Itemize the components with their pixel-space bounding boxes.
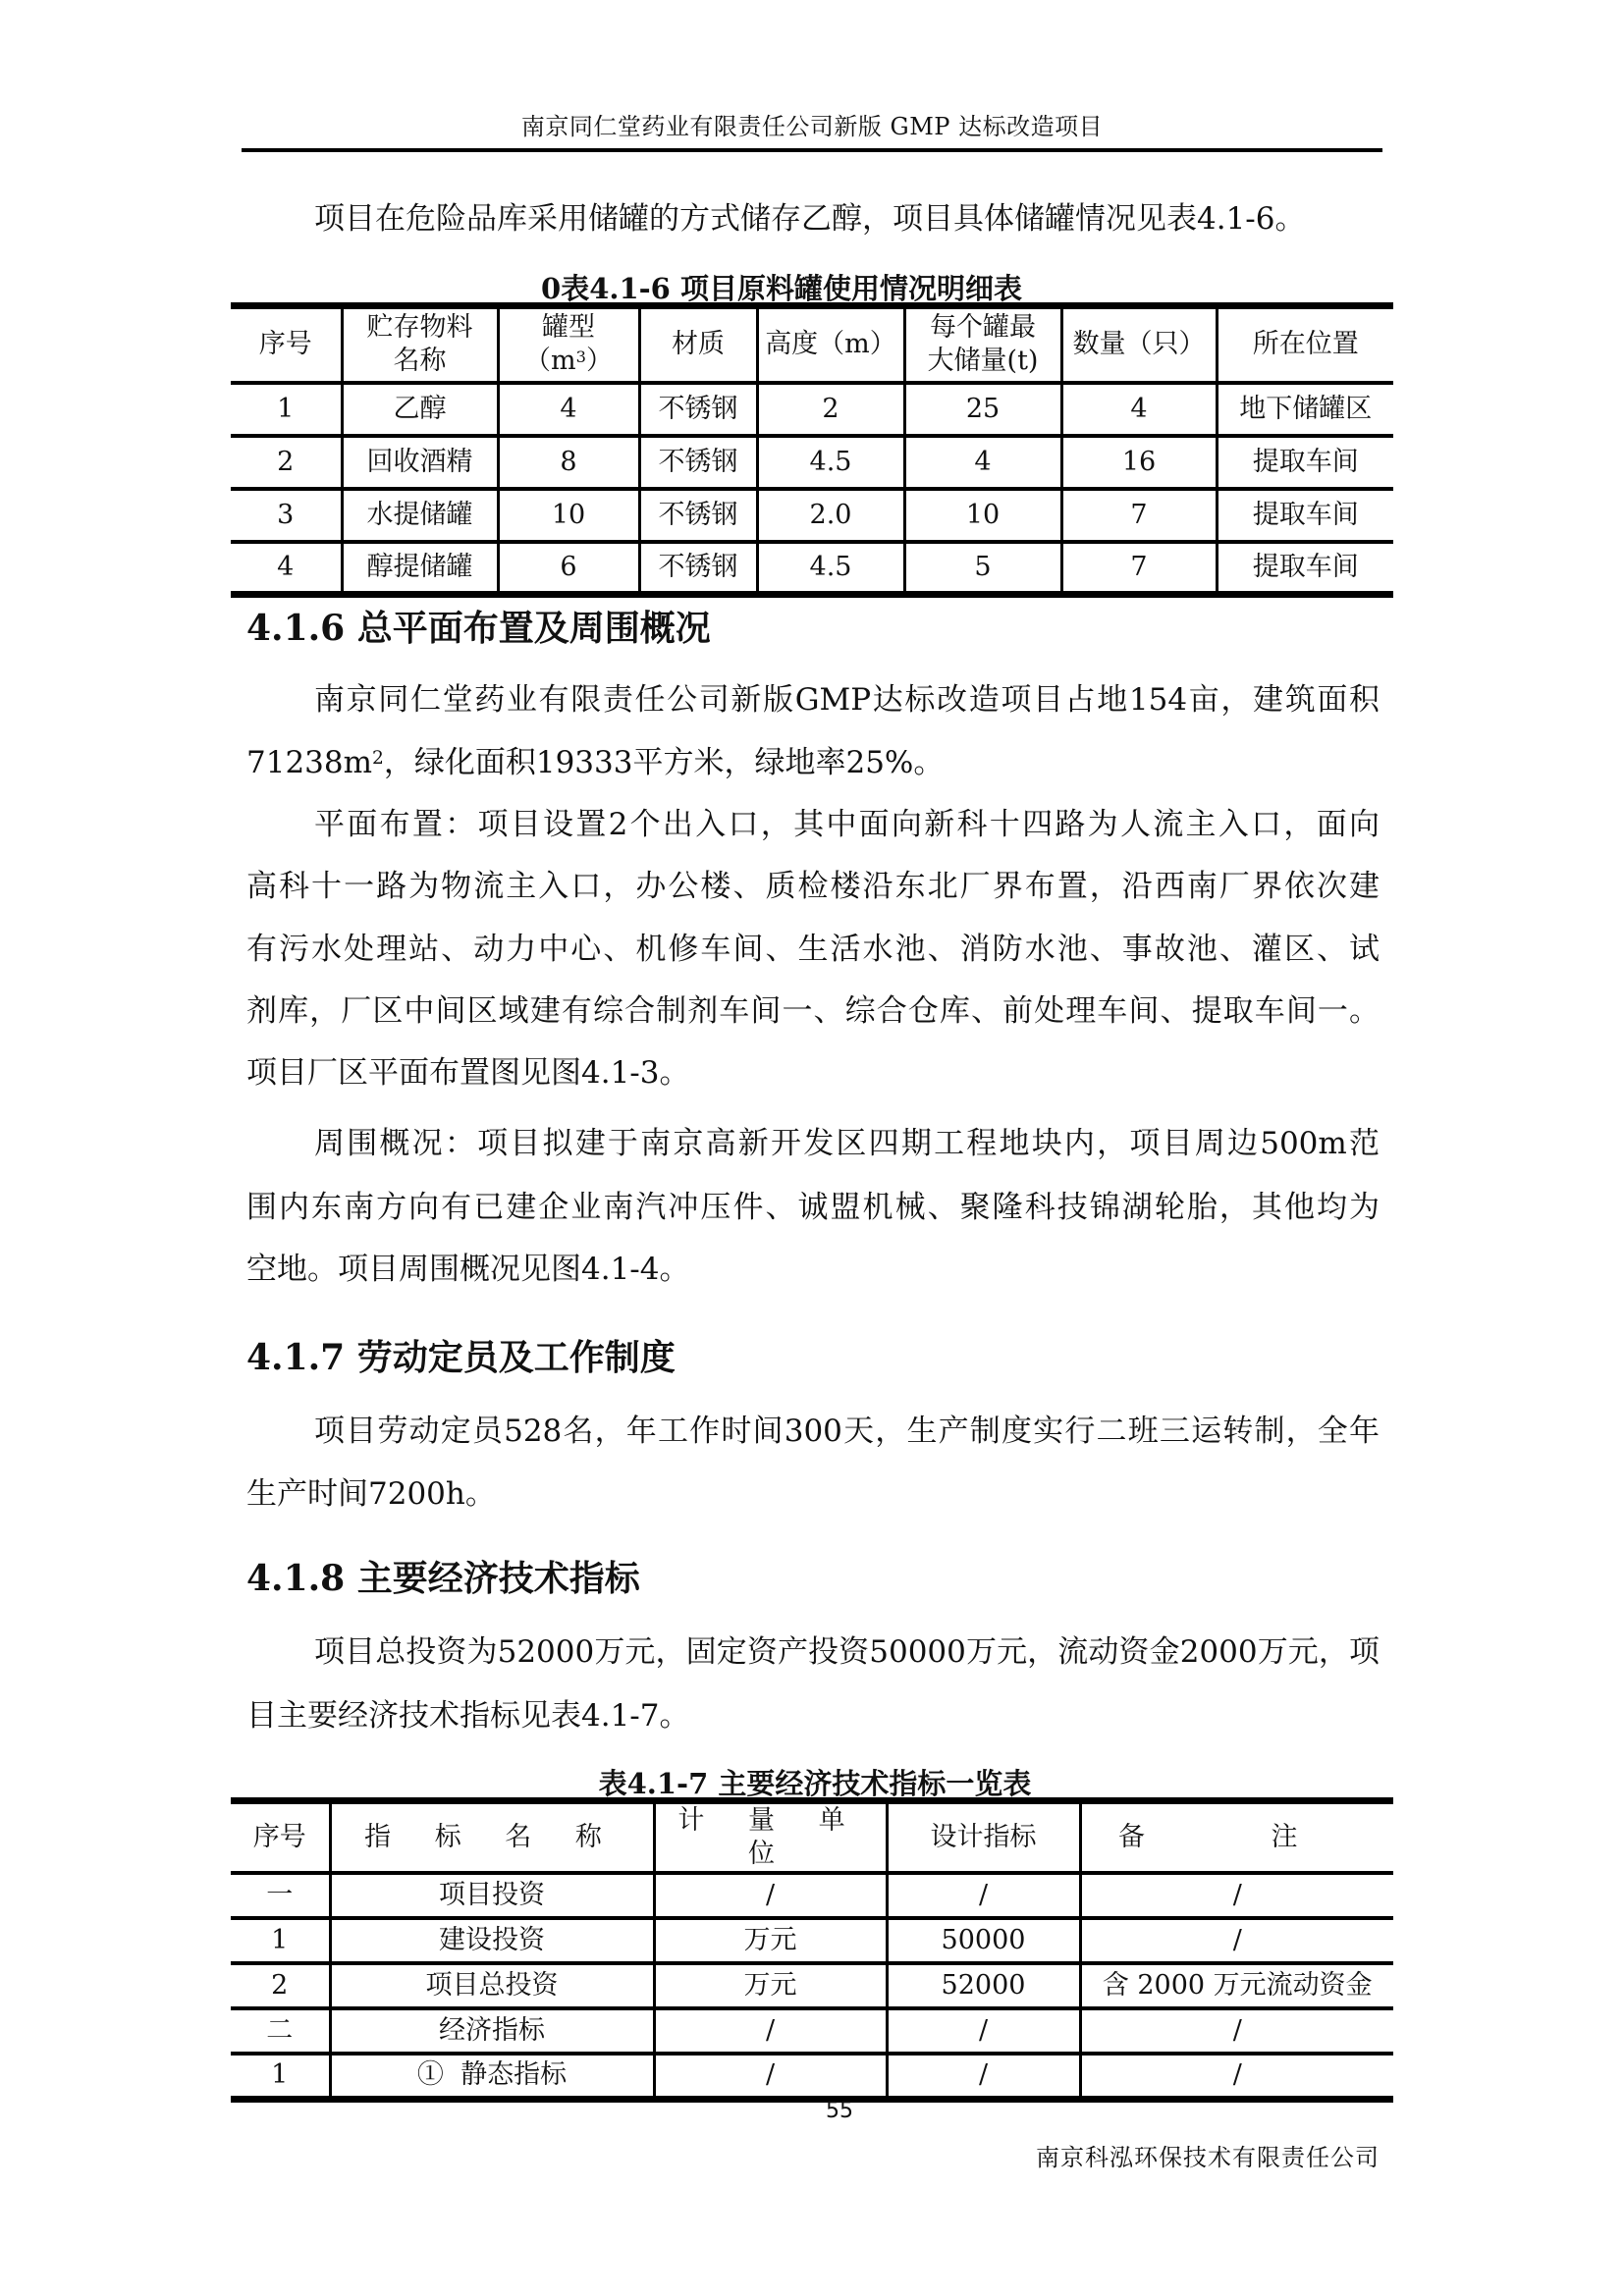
cell-remark: /	[1080, 1873, 1393, 1918]
cell-type: 4	[498, 383, 639, 436]
paragraph-line: 平面布置：项目设置2个出入口，其中面向新科十四路为人流主入口，面向	[314, 807, 1380, 842]
cell-no: 1	[231, 383, 342, 436]
cell-design: /	[887, 1873, 1080, 1918]
table-row	[231, 436, 1393, 489]
cell-name: 水提储罐	[342, 489, 498, 542]
cell-no: 一	[231, 1873, 330, 1918]
intro-paragraph: 项目在危险品库采用储罐的方式储存乙醇，项目具体储罐情况见表4.1-6。	[314, 201, 1306, 237]
table1-header-row	[231, 306, 1393, 383]
paragraph-line: 剂库，厂区中间区域建有综合制剂车间一、综合仓库、前处理车间、提取车间一。	[246, 993, 1380, 1029]
col-header-material-name-line2: 名称	[393, 346, 447, 377]
cell-max: 4	[904, 436, 1061, 489]
col-header-no: 序号	[231, 306, 342, 383]
cell-location: 提取车间	[1217, 489, 1393, 542]
cell-no: 2	[231, 436, 342, 489]
col-header-tank-type-line1: 罐型	[542, 312, 595, 344]
tank-usage-table	[231, 302, 1393, 598]
header-rule	[242, 148, 1382, 152]
paragraph-line: 目主要经济技术指标见表4.1-7。	[246, 1698, 690, 1734]
cell-design: /	[887, 2054, 1080, 2099]
cell-max: 10	[904, 489, 1061, 542]
paragraph-line: 高科十一路为物流主入口，办公楼、质检楼沿东北厂界布置，沿西南厂界依次建	[246, 869, 1380, 904]
cell-name: 乙醇	[342, 383, 498, 436]
footer-company: 南京科泓环保技术有限责任公司	[1036, 2144, 1380, 2171]
cell-material: 不锈钢	[639, 436, 757, 489]
table1-caption: 0表4.1-6 项目原料罐使用情况明细表	[541, 272, 1022, 305]
area-value: 71238m	[246, 745, 373, 780]
table-row	[231, 383, 1393, 436]
cell-type: 8	[498, 436, 639, 489]
cell-max: 25	[904, 383, 1061, 436]
col-header-no: 序号	[231, 1801, 330, 1874]
col-header-material-name-line1: 贮存物料	[366, 312, 473, 344]
table-row	[231, 2008, 1393, 2054]
cell-no: 3	[231, 489, 342, 542]
cell-indicator: ① 静态指标	[330, 2054, 654, 2099]
cell-location: 地下储罐区	[1217, 383, 1393, 436]
paragraph-line	[246, 743, 1380, 782]
cell-unit: /	[654, 2008, 887, 2054]
col-header-unit: 计 量 单 位	[654, 1801, 887, 1874]
cell-location: 提取车间	[1217, 542, 1393, 595]
cell-name: 回收酒精	[342, 436, 498, 489]
cell-unit: /	[654, 1873, 887, 1918]
cell-unit: 万元	[654, 1918, 887, 1963]
table-row	[231, 2054, 1393, 2099]
cell-type: 10	[498, 489, 639, 542]
col-header-tank-type	[498, 306, 639, 383]
col-header-count: 数量（只）	[1061, 306, 1217, 383]
cell-no: 4	[231, 542, 342, 595]
cell-height: 2	[757, 383, 904, 436]
paragraph-line: 有污水处理站、动力中心、机修车间、生活水池、消防水池、事故池、灌区、试	[246, 932, 1380, 967]
cell-material: 不锈钢	[639, 489, 757, 542]
table-row	[231, 489, 1393, 542]
table-row	[231, 542, 1393, 595]
paragraph-line: 生产时间7200h。	[246, 1476, 496, 1512]
cell-design: 50000	[887, 1918, 1080, 1963]
page-number: 55	[826, 2099, 853, 2123]
cell-height: 2.0	[757, 489, 904, 542]
paragraph-line: 空地。项目周围概况见图4.1-4。	[246, 1252, 690, 1287]
cell-indicator: 项目投资	[330, 1873, 654, 1918]
paragraph-line: 围内东南方向有已建企业南汽冲压件、诚盟机械、聚隆科技锦湖轮胎，其他均为	[246, 1190, 1380, 1225]
cell-name: 醇提储罐	[342, 542, 498, 595]
area-rest: ，绿化面积19333平方米，绿地率25%。	[383, 745, 945, 780]
economic-indicators-table	[231, 1797, 1393, 2103]
cell-height: 4.5	[757, 542, 904, 595]
col-header-remark: 备 注	[1080, 1801, 1393, 1874]
paragraph-line: 周围概况：项目拟建于南京高新开发区四期工程地块内，项目周边500m范	[314, 1126, 1380, 1161]
section-heading-4-1-8: 4.1.8 主要经济技术指标	[246, 1558, 640, 1599]
cell-indicator: 建设投资	[330, 1918, 654, 1963]
col-header-max-storage	[904, 306, 1061, 383]
cell-remark: /	[1080, 2054, 1393, 2099]
col-header-design-value: 设计指标	[887, 1801, 1080, 1874]
cell-indicator: 经济指标	[330, 2008, 654, 2054]
table2-caption: 表4.1-7 主要经济技术指标一览表	[598, 1767, 1032, 1800]
cell-count: 7	[1061, 489, 1217, 542]
paragraph-line: 项目总投资为52000万元，固定资产投资50000万元，流动资金2000万元，项	[314, 1634, 1380, 1670]
col-header-max-storage-line1: 每个罐最	[930, 312, 1036, 344]
col-header-tank-type-line2	[500, 345, 638, 378]
cell-count: 16	[1061, 436, 1217, 489]
cell-no: 1	[231, 2054, 330, 2099]
cell-remark: /	[1080, 2008, 1393, 2054]
cell-material: 不锈钢	[639, 383, 757, 436]
cell-no: 1	[231, 1918, 330, 1963]
section-heading-4-1-6: 4.1.6 总平面布置及周围概况	[246, 608, 711, 649]
cell-location: 提取车间	[1217, 436, 1393, 489]
col-header-material-name	[342, 306, 498, 383]
col-header-max-storage-line2: 大储量(t)	[927, 346, 1039, 377]
cell-type: 6	[498, 542, 639, 595]
cell-indicator: 项目总投资	[330, 1963, 654, 2008]
col-header-indicator-name: 指 标 名 称	[330, 1801, 654, 1874]
unit-close: ）	[585, 346, 613, 377]
unit-m: （m	[524, 346, 576, 377]
cell-unit: 万元	[654, 1963, 887, 2008]
table-row	[231, 1918, 1393, 1963]
cell-design: 52000	[887, 1963, 1080, 2008]
cell-remark: 含 2000 万元流动资金	[1080, 1963, 1393, 2008]
paragraph-line: 项目厂区平面布置图见图4.1-3。	[246, 1055, 690, 1091]
section-heading-4-1-7: 4.1.7 劳动定员及工作制度	[246, 1337, 676, 1378]
area-superscript: 2	[372, 748, 384, 769]
table2-header-row	[231, 1801, 1393, 1874]
paragraph-line: 南京同仁堂药业有限责任公司新版GMP达标改造项目占地154亩，建筑面积	[314, 682, 1380, 718]
unit-superscript: 3	[575, 347, 586, 367]
cell-material: 不锈钢	[639, 542, 757, 595]
cell-unit: /	[654, 2054, 887, 2099]
col-header-height: 高度（m）	[757, 306, 904, 383]
cell-height: 4.5	[757, 436, 904, 489]
page-header-title: 南京同仁堂药业有限责任公司新版 GMP 达标改造项目	[520, 113, 1104, 140]
cell-count: 7	[1061, 542, 1217, 595]
cell-remark: /	[1080, 1918, 1393, 1963]
paragraph-line: 项目劳动定员528名，年工作时间300天，生产制度实行二班三运转制，全年	[314, 1414, 1380, 1449]
cell-no: 2	[231, 1963, 330, 2008]
cell-design: /	[887, 2008, 1080, 2054]
cell-max: 5	[904, 542, 1061, 595]
table-row	[231, 1963, 1393, 2008]
col-header-location: 所在位置	[1217, 306, 1393, 383]
cell-count: 4	[1061, 383, 1217, 436]
cell-no: 二	[231, 2008, 330, 2054]
col-header-material: 材质	[639, 306, 757, 383]
table-row	[231, 1873, 1393, 1918]
